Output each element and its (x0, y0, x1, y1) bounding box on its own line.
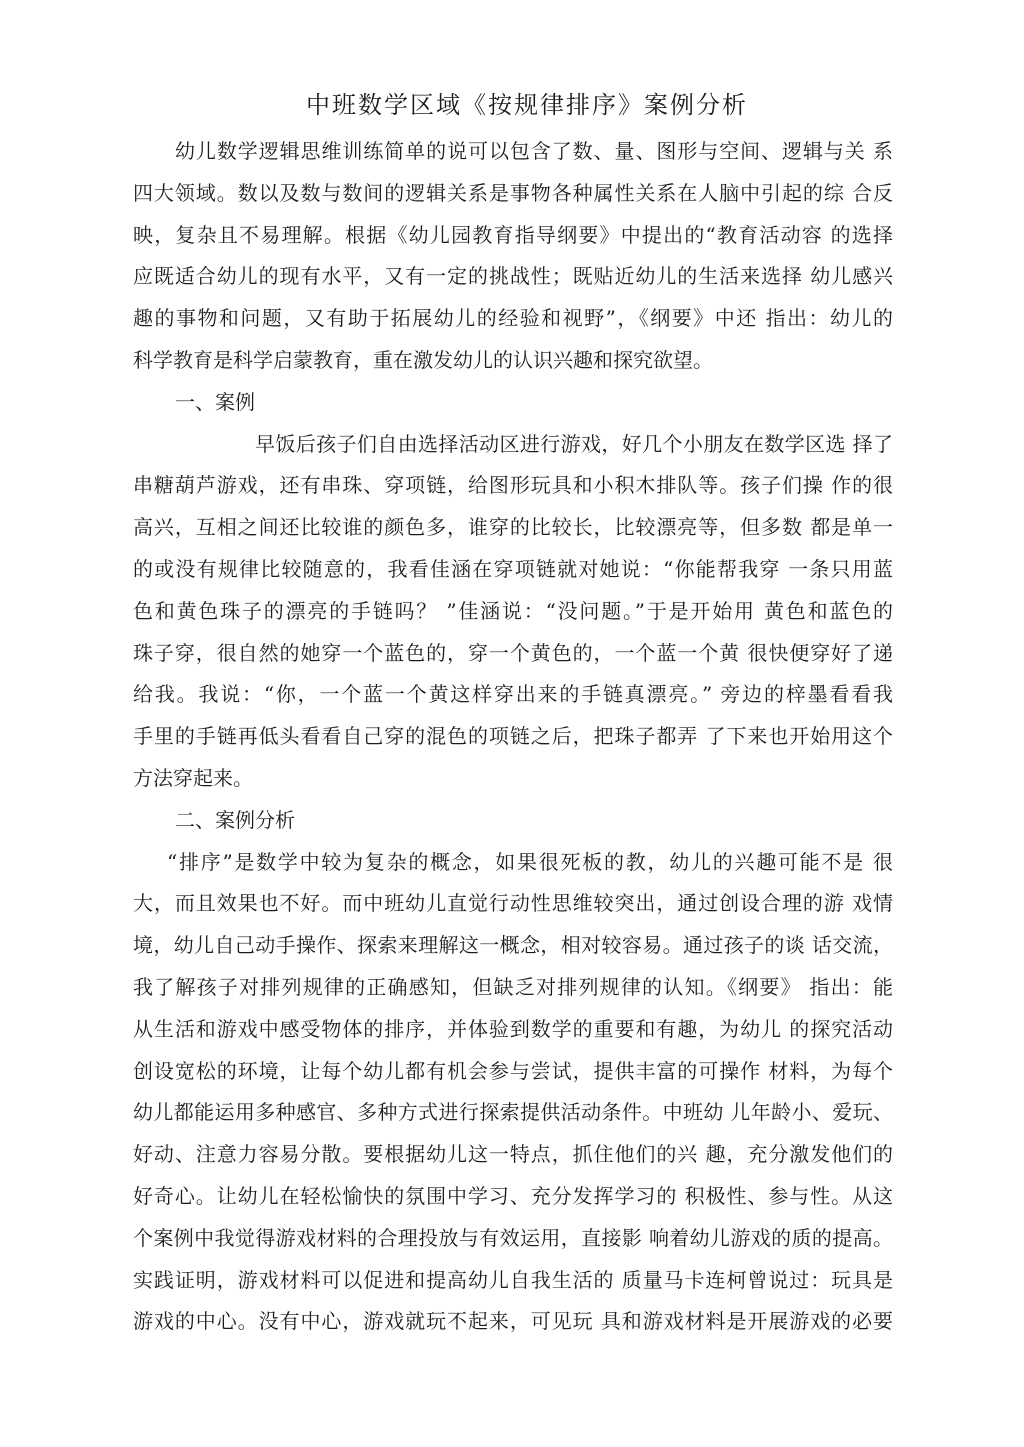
section-heading-case: 一、案例 (175, 389, 255, 414)
document-body (133, 131, 893, 1343)
analysis-line: 好奇心。让幼儿在轻松愉快的氛围中学习、充分发挥学习的 积极性、参与性。从这 (133, 1183, 893, 1208)
analysis-line: 游戏的中心。没有中心，游戏就玩不起来，可见玩 具和游戏材料是开展游戏的必要 (133, 1309, 893, 1334)
case-line: 给我。我说：“你，一个蓝一个黄这样穿出来的手链真漂亮。” 旁边的梓墨看看我 (133, 682, 893, 707)
case-line: 早饭后孩子们自由选择活动区进行游戏，好几个小朋友在数学区选 择了 (255, 431, 893, 456)
analysis-line: 大，而且效果也不好。而中班幼儿直觉行动性思维较突出，通过创设合理的游 戏情 (133, 891, 893, 916)
analysis-line: 个案例中我觉得游戏材料的合理投放与有效运用，直接影 响着幼儿游戏的质的提高。 (133, 1225, 893, 1250)
case-line: 珠子穿，很自然的她穿一个蓝色的，穿一个黄色的，一个蓝一个黄 很快便穿好了递 (133, 640, 893, 665)
intro-line: 科学教育是科学启蒙教育，重在激发幼儿的认识兴趣和探究欲望。 (133, 347, 713, 372)
case-line: 色和黄色珠子的漂亮的手链吗？ ”佳涵说：“没问题。”于是开始用 黄色和蓝色的 (133, 598, 893, 623)
analysis-line: 幼儿都能运用多种感官、多种方式进行探索提供活动条件。中班幼 儿年龄小、爱玩、 (133, 1100, 893, 1125)
intro-line: 幼儿数学逻辑思维训练简单的说可以包含了数、量、图形与空间、逻辑与关 系 (175, 139, 893, 163)
analysis-line: “排序”是数学中较为复杂的概念，如果很死板的教，幼儿的兴趣可能不是 很 (167, 849, 893, 874)
case-line: 的或没有规律比较随意的，我看佳涵在穿项链就对她说：“你能帮我穿 一条只用蓝 (133, 556, 893, 581)
section-heading-analysis: 二、案例分析 (175, 807, 295, 832)
analysis-line: 创设宽松的环境，让每个幼儿都有机会参与尝试，提供丰富的可操作 材料，为每个 (133, 1058, 893, 1083)
analysis-line: 境，幼儿自己动手操作、探索来理解这一概念，相对较容易。通过孩子的谈 话交流， (133, 933, 893, 958)
analysis-line: 从生活和游戏中感受物体的排序，并体验到数学的重要和有趣，为幼儿 的探究活动 (133, 1016, 893, 1041)
intro-line: 趣的事物和问题，又有助于拓展幼儿的经验和视野”，《纲要》中还 指出：幼儿的 (133, 306, 893, 331)
intro-line: 四大领域。数以及数与数间的逻辑关系是事物各种属性关系在人脑中引起的综 合反 (133, 180, 893, 205)
intro-line: 映，复杂且不易理解。根据《幼儿园教育指导纲要》中提出的“教育活动容 的选择 (133, 222, 893, 247)
analysis-line: 我了解孩子对排列规律的正确感知，但缺乏对排列规律的认知。《纲要》 指出：能 (133, 974, 893, 999)
case-line: 高兴，互相之间还比较谁的颜色多，谁穿的比较长，比较漂亮等，但多数 都是单一 (133, 515, 893, 540)
document-title: 中班数学区域《按规律排序》案例分析 (306, 91, 748, 119)
analysis-line: 好动、注意力容易分散。要根据幼儿这一特点，抓住他们的兴 趣，充分激发他们的 (133, 1142, 893, 1167)
intro-line: 应既适合幼儿的现有水平，又有一定的挑战性；既贴近幼儿的生活来选择 幼儿感兴 (133, 264, 893, 289)
case-line: 方法穿起来。 (133, 765, 253, 790)
analysis-line: 实践证明，游戏材料可以促进和提高幼儿自我生活的 质量马卡连柯曾说过：玩具是 (133, 1267, 893, 1292)
case-line: 串糖葫芦游戏，还有串珠、穿项链，给图形玩具和小积木排队等。孩子们操 作的很 (133, 473, 893, 498)
case-line: 手里的手链再低头看看自己穿的混色的项链之后，把珠子都弄 了下来也开始用这个 (133, 724, 893, 749)
